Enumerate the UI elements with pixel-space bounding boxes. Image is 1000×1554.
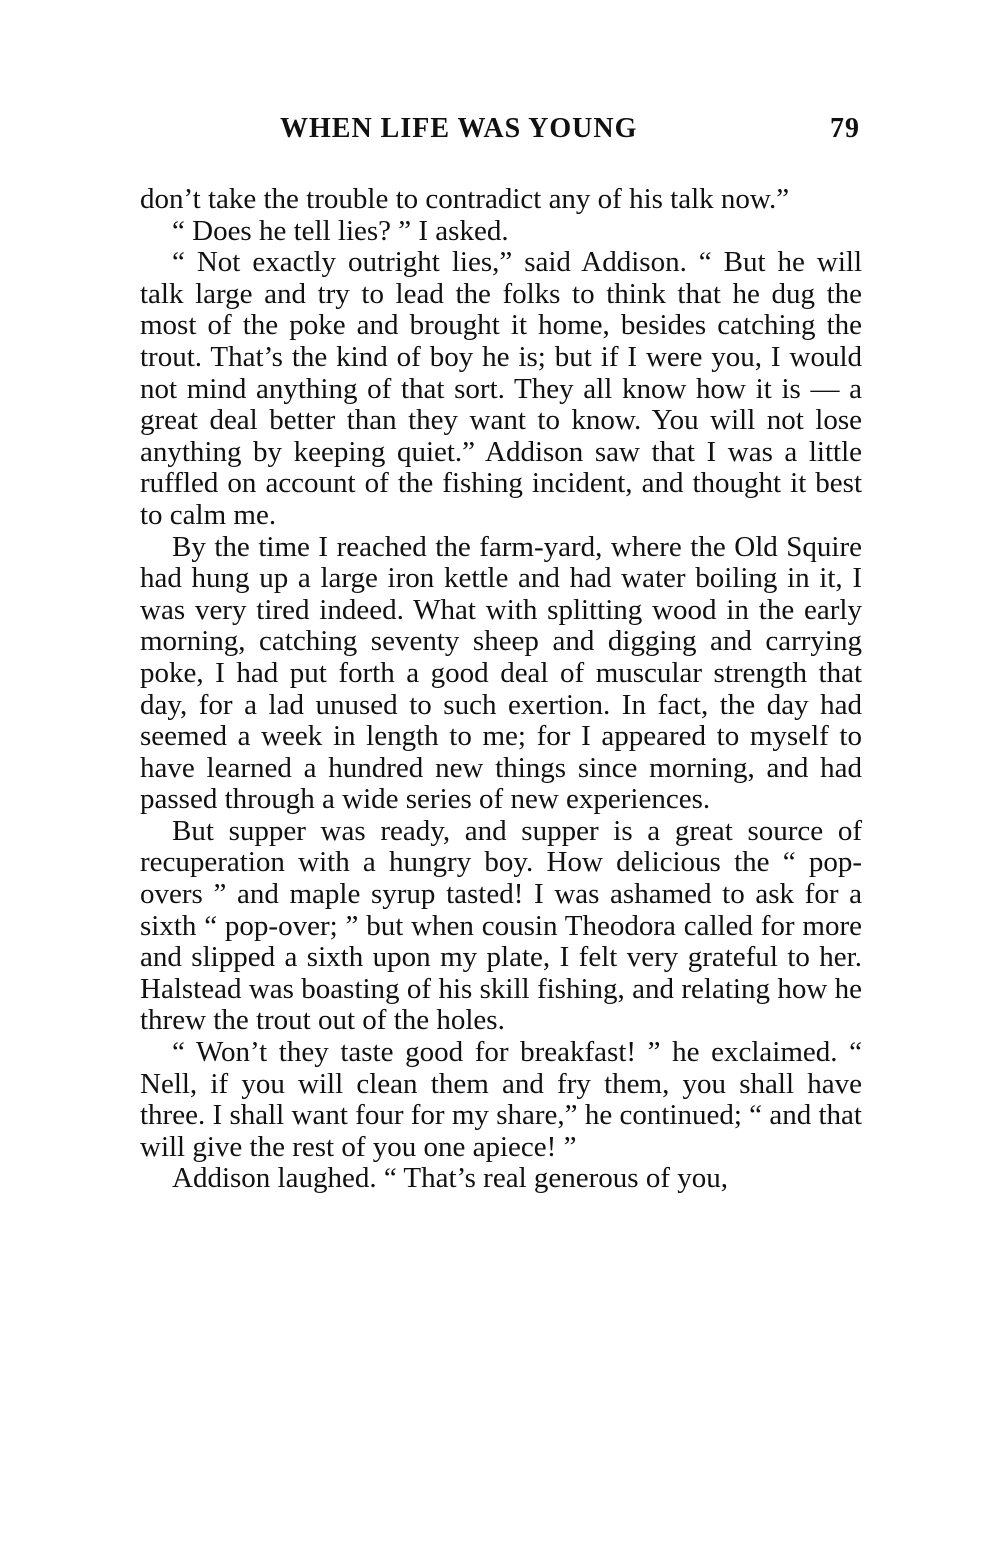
paragraph: “ Not exactly outright lies,” said Addison. “ But he will talk large and try to lead the folks to think that he dug the most of the poke and brought it home, besides catching the trout. That’s the kind of boy he is; but if I were you, I would not mind anything of that sort. They all know how it is — a great deal better than they want to know. You will not lose anything by keeping quiet.” Addison saw that I was a little ruffled on account of the fishing incident, and thought it best to calm me. bbox=[140, 246, 862, 531]
paragraph: By the time I reached the farm-yard, where the Old Squire had hung up a large iron kettle and had water boiling in it, I was very tired indeed. What with splitting wood in the early morning, catching seventy sheep and digging and carrying poke, I had put forth a good deal of muscular strength that day, for a lad unused to such exertion. In fact, the day had seemed a week in length to me; for I appeared to myself to have learned a hundred new things since morning, and had passed through a wide series of new experiences. bbox=[140, 530, 862, 816]
page-header bbox=[280, 113, 860, 153]
body-text bbox=[140, 184, 862, 1195]
paragraph: “ Does he tell lies? ” I asked. bbox=[172, 214, 509, 247]
paragraph: But supper was ready, and supper is a great source of recuperation with a hungry boy. How delicious the “ pop-overs ” and maple syrup tasted! I was ashamed to ask for a sixth “ pop-over; ” but when cousin Theodora called for more and slipped a sixth upon my plate, I felt very grateful to her. Halstead was boasting of his skill fishing, and relating how he threw the trout out of the holes. bbox=[140, 814, 862, 1037]
page-number: 79 bbox=[830, 113, 860, 144]
paragraph: “ Won’t they taste good for breakfast! ” he exclaimed. “ Nell, if you will clean them and fry them, you shall have three. I shall want four for my share,” he continued; “ and that will give the rest of you one apiece! ” bbox=[140, 1036, 862, 1163]
paragraph: don’t take the trouble to contradict any of his talk now.” bbox=[140, 183, 790, 215]
paragraph: Addison laughed. “ That’s real generous of you, bbox=[172, 1162, 728, 1195]
running-head: WHEN LIFE WAS YOUNG bbox=[280, 113, 638, 144]
